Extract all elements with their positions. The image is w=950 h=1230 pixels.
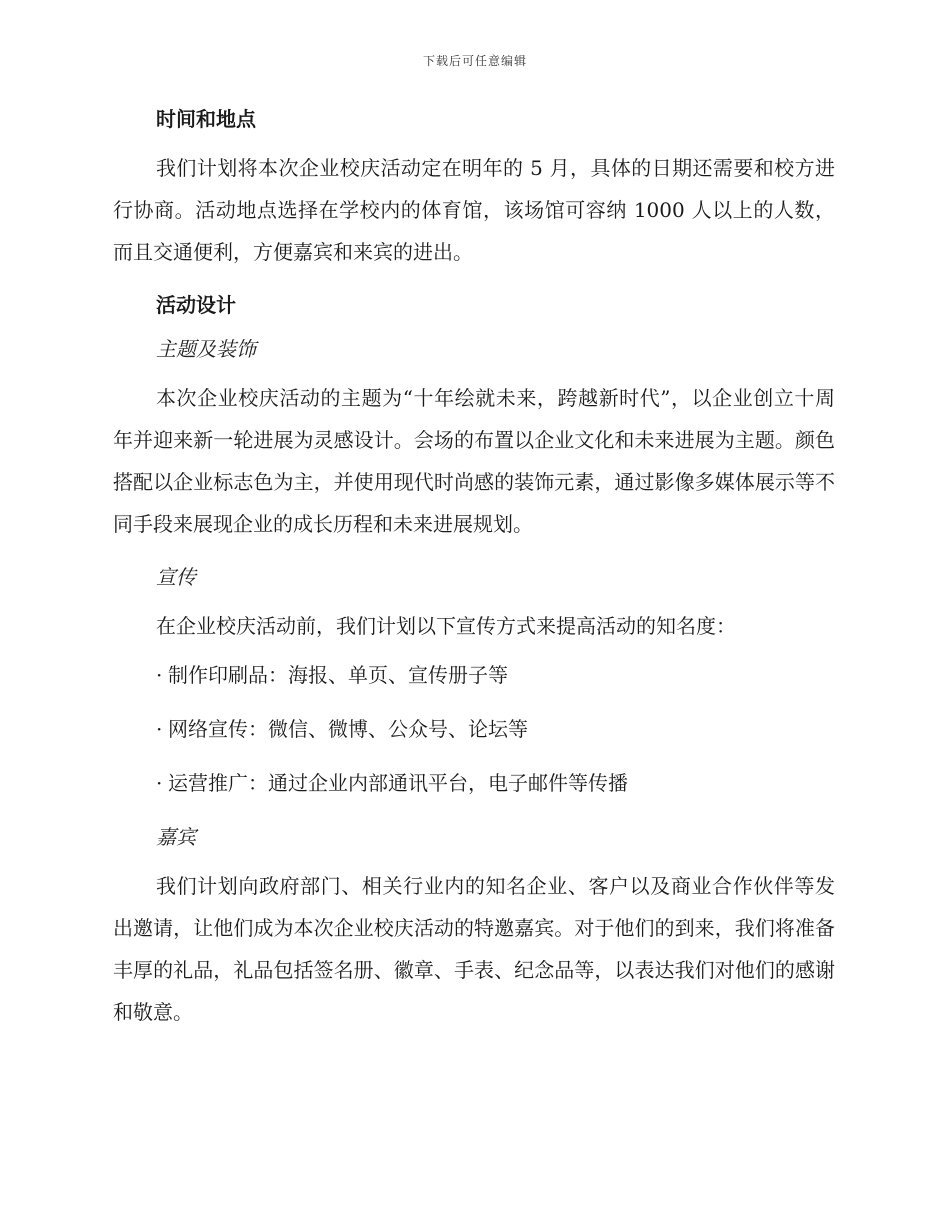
bullet-dot: · (156, 663, 163, 687)
subheading-theme: 主题及装饰 (156, 337, 256, 361)
subheading-promo: 宣传 (156, 565, 196, 589)
section-heading-time-place: 时间和地点 (156, 107, 256, 131)
paragraph-theme: 本次企业校庆活动的主题为“十年绘就未来，跨越新时代”，以企业创立十周年并迎来新一轮进展为灵感设计。会场的布置以企业文化和未来进展为主题。颜色搭配以企业标志色为主，并使用现代时尚感的装饰元素，通过影像多媒体展示等不同手段来展现企业的成长历程和未来进展规划。 (113, 386, 835, 536)
subheading-guests: 嘉宾 (156, 825, 196, 849)
list-item (113, 659, 835, 691)
document-body (113, 103, 835, 1049)
list-item-text: 网络宣传：微信、微博、公众号、论坛等 (168, 717, 528, 741)
section-heading-design: 活动设计 (156, 293, 236, 317)
bullet-dot: · (156, 771, 163, 795)
bullet-dot: · (156, 717, 163, 741)
list-item-text: 运营推广：通过企业内部通讯平台，电子邮件等传播 (168, 771, 628, 795)
paragraph-time-place: 我们计划将本次企业校庆活动定在明年的 5 月，具体的日期还需要和校方进行协商。活动地点选择在学校内的体育馆，该场馆可容纳 1000 人以上的人数，而且交通便利，方便嘉宾和来宾的进出。 (113, 156, 835, 264)
header-note: 下载后可任意编辑 (422, 54, 527, 68)
paragraph-guests: 我们计划向政府部门、相关行业内的知名企业、客户以及商业合作伙伴等发出邀请，让他们成为本次企业校庆活动的特邀嘉宾。对于他们的到来，我们将准备丰厚的礼品，礼品包括签名册、徽章、手表、纪念品等，以表达我们对他们的感谢和敬意。 (113, 874, 835, 1024)
list-item (113, 767, 835, 799)
paragraph-promo-intro: 在企业校庆活动前，我们计划以下宣传方式来提高活动的知名度： (156, 614, 736, 638)
list-item-text: 制作印刷品：海报、单页、宣传册子等 (168, 663, 508, 687)
list-item (113, 713, 835, 745)
